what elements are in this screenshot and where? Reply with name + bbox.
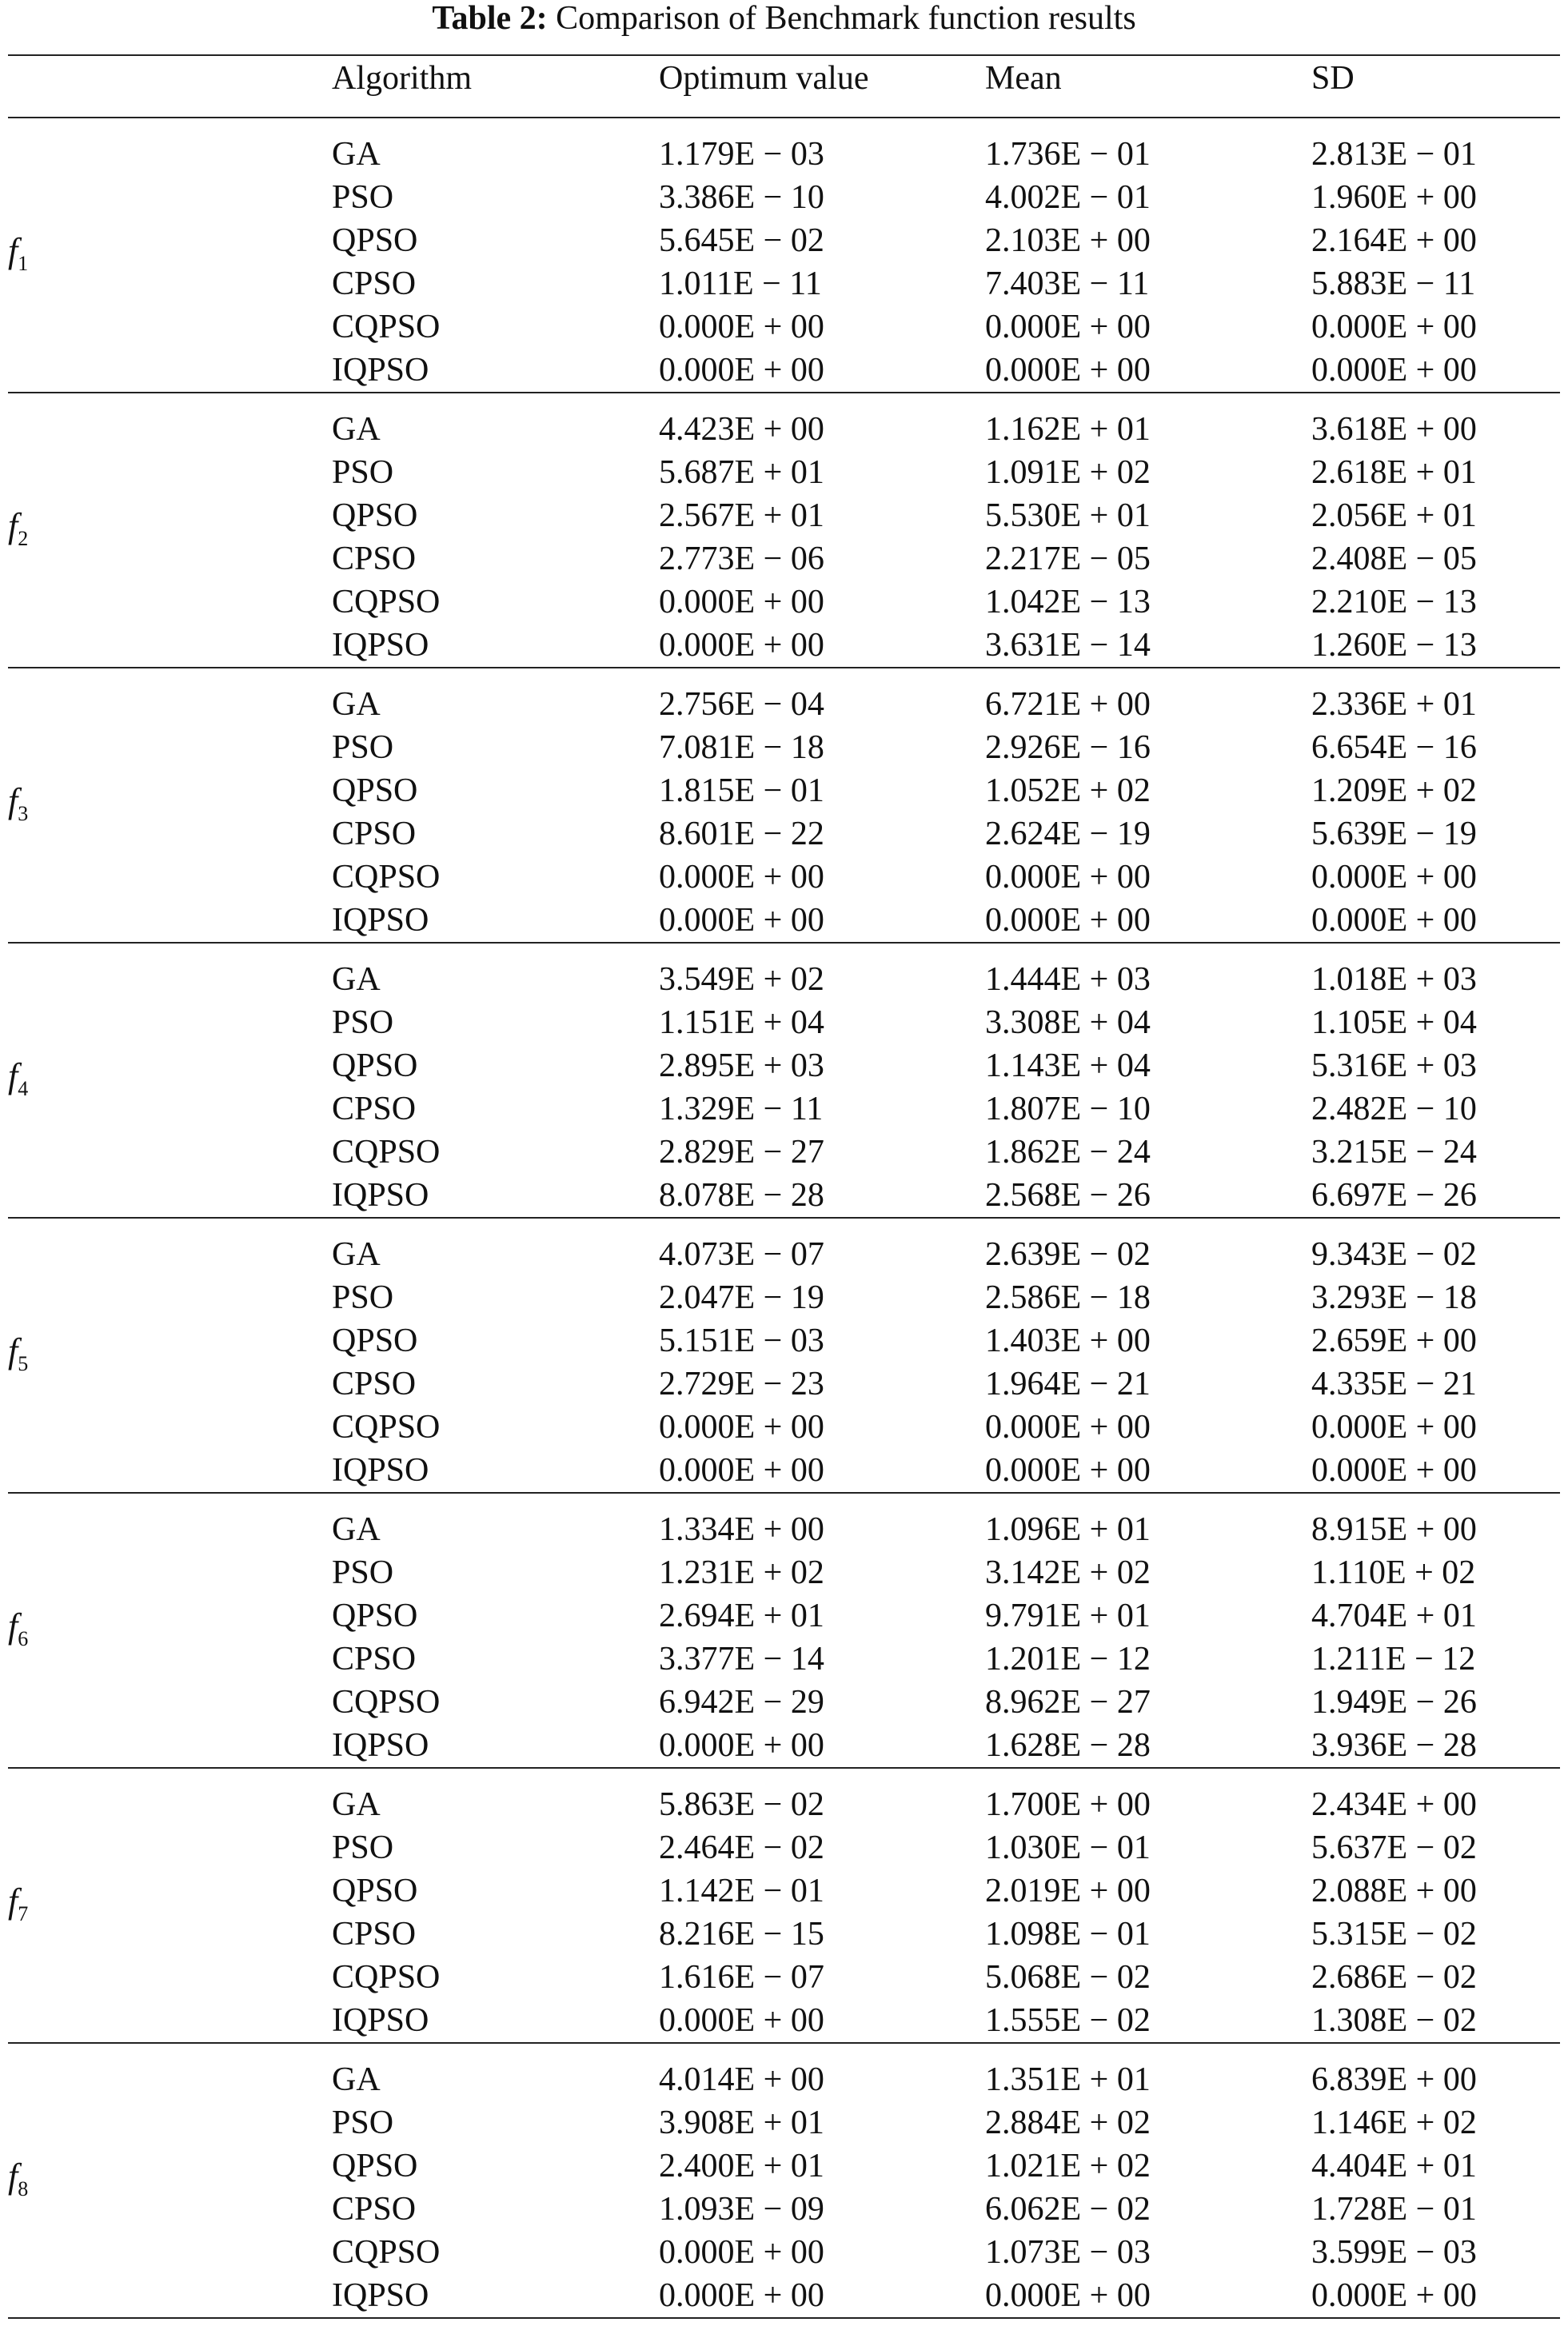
sd-cell: 4.404E + 01 (1311, 2148, 1477, 2184)
algorithm-cell: GA (332, 2061, 381, 2098)
table-row (8, 133, 1560, 176)
sd-cell: 5.315E − 02 (1311, 1916, 1477, 1953)
algorithm-cell: CQPSO (332, 1134, 441, 1171)
table-row (8, 1362, 1560, 1406)
mean-cell: 2.103E + 00 (985, 222, 1151, 259)
mean-cell: 1.444E + 03 (985, 961, 1151, 998)
function-symbol: f (8, 1881, 18, 1921)
optimum-value-cell: 2.464E − 02 (659, 1829, 824, 1866)
optimum-value-cell: 2.829E − 27 (659, 1134, 824, 1171)
algorithm-cell: GA (332, 1236, 381, 1273)
function-index: 1 (18, 251, 29, 275)
mean-cell: 2.884E + 02 (985, 2105, 1151, 2141)
mean-cell: 1.052E + 02 (985, 772, 1151, 809)
table-row (8, 1233, 1560, 1276)
algorithm-cell: IQPSO (332, 2002, 429, 2039)
table-row (8, 262, 1560, 305)
sd-cell: 2.686E − 02 (1311, 1959, 1477, 1996)
table-row (8, 451, 1560, 494)
sd-cell: 5.639E − 19 (1311, 816, 1477, 852)
algorithm-cell: CPSO (332, 1091, 417, 1127)
mean-cell: 5.068E − 02 (985, 1959, 1151, 1996)
optimum-value-cell: 1.815E − 01 (659, 772, 824, 809)
column-header-mean: Mean (985, 60, 1062, 97)
table-row (8, 1638, 1560, 1681)
table-row (8, 726, 1560, 769)
table-row (8, 176, 1560, 219)
table-row (8, 1999, 1560, 2042)
table-row (8, 2188, 1560, 2231)
sd-cell: 3.215E − 24 (1311, 1134, 1477, 1171)
function-group-rows (8, 133, 1560, 392)
table-row (8, 958, 1560, 1001)
algorithm-cell: CQPSO (332, 2234, 441, 2271)
function-symbol: f (8, 1056, 18, 1095)
mean-cell: 1.351E + 01 (985, 2061, 1151, 2098)
sd-cell: 1.960E + 00 (1311, 179, 1477, 216)
function-symbol: f (8, 1331, 18, 1370)
table-row (8, 1724, 1560, 1767)
mean-cell: 1.162E + 01 (985, 411, 1151, 448)
table-row (8, 2144, 1560, 2188)
table-row (8, 1681, 1560, 1724)
mean-cell: 7.403E − 11 (985, 265, 1150, 302)
optimum-value-cell: 6.942E − 29 (659, 1684, 824, 1721)
table-row (8, 1044, 1560, 1087)
sd-cell: 1.146E + 02 (1311, 2105, 1477, 2141)
algorithm-cell: IQPSO (332, 1177, 429, 1214)
mean-cell: 0.000E + 00 (985, 1452, 1151, 1489)
algorithm-cell: QPSO (332, 1323, 418, 1359)
algorithm-cell: IQPSO (332, 1452, 429, 1489)
function-symbol: f (8, 231, 18, 270)
sd-cell: 8.915E + 00 (1311, 1511, 1477, 1548)
mean-cell: 0.000E + 00 (985, 352, 1151, 389)
sd-cell: 0.000E + 00 (1311, 2277, 1477, 2314)
sd-cell: 1.260E − 13 (1311, 627, 1477, 664)
sd-cell: 2.813E − 01 (1311, 136, 1477, 173)
optimum-value-cell: 2.895E + 03 (659, 1047, 824, 1084)
function-group-rows (8, 958, 1560, 1217)
table-row (8, 1783, 1560, 1826)
table-row (8, 812, 1560, 856)
sd-cell: 2.336E + 01 (1311, 686, 1477, 723)
sd-cell: 4.704E + 01 (1311, 1598, 1477, 1634)
table-row (8, 1913, 1560, 1956)
mean-cell: 0.000E + 00 (985, 2277, 1151, 2314)
optimum-value-cell: 2.047E − 19 (659, 1279, 824, 1316)
sd-cell: 0.000E + 00 (1311, 309, 1477, 345)
optimum-value-cell: 3.908E + 01 (659, 2105, 824, 2141)
algorithm-cell: CPSO (332, 1916, 417, 1953)
mean-cell: 4.002E − 01 (985, 179, 1151, 216)
function-group-f7 (8, 1767, 1560, 2042)
function-group-rows (8, 683, 1560, 942)
algorithm-cell: IQPSO (332, 627, 429, 664)
sd-cell: 2.210E − 13 (1311, 584, 1477, 620)
function-index: 2 (18, 526, 29, 550)
algorithm-cell: GA (332, 686, 381, 723)
sd-cell: 2.659E + 00 (1311, 1323, 1477, 1359)
mean-cell: 0.000E + 00 (985, 859, 1151, 896)
optimum-value-cell: 1.151E + 04 (659, 1004, 824, 1041)
algorithm-cell: QPSO (332, 1873, 418, 1909)
table-row (8, 581, 1560, 624)
mean-cell: 2.926E − 16 (985, 729, 1151, 766)
algorithm-cell: PSO (332, 1279, 394, 1316)
column-header-optimum-value: Optimum value (659, 60, 869, 97)
algorithm-cell: QPSO (332, 772, 418, 809)
optimum-value-cell: 1.231E + 02 (659, 1554, 824, 1591)
algorithm-cell: IQPSO (332, 352, 429, 389)
optimum-value-cell: 0.000E + 00 (659, 2277, 824, 2314)
table-row (8, 1001, 1560, 1044)
table-row (8, 1276, 1560, 1319)
mean-cell: 3.142E + 02 (985, 1554, 1151, 1591)
mean-cell: 1.030E − 01 (985, 1829, 1151, 1866)
sd-cell: 2.618E + 01 (1311, 454, 1477, 491)
algorithm-cell: IQPSO (332, 1727, 429, 1764)
sd-cell: 4.335E − 21 (1311, 1366, 1477, 1402)
algorithm-cell: IQPSO (332, 902, 429, 939)
optimum-value-cell: 0.000E + 00 (659, 1452, 824, 1489)
optimum-value-cell: 4.073E − 07 (659, 1236, 824, 1273)
optimum-value-cell: 8.078E − 28 (659, 1177, 824, 1214)
table-row (8, 408, 1560, 451)
table-row (8, 1826, 1560, 1869)
table-caption-label: Table 2: (432, 0, 548, 37)
algorithm-cell: CPSO (332, 1641, 417, 1678)
optimum-value-cell: 2.694E + 01 (659, 1598, 824, 1634)
algorithm-cell: QPSO (332, 1047, 418, 1084)
function-index: 6 (18, 1626, 29, 1650)
results-table (8, 54, 1560, 2319)
sd-cell: 1.209E + 02 (1311, 772, 1477, 809)
algorithm-cell: PSO (332, 1004, 394, 1041)
table-row (8, 769, 1560, 812)
optimum-value-cell: 1.329E − 11 (659, 1091, 824, 1127)
table-row (8, 2274, 1560, 2317)
function-group-f2 (8, 392, 1560, 667)
optimum-value-cell: 8.601E − 22 (659, 816, 824, 852)
optimum-value-cell: 2.400E + 01 (659, 2148, 824, 2184)
mean-cell: 6.721E + 00 (985, 686, 1151, 723)
optimum-value-cell: 5.151E − 03 (659, 1323, 824, 1359)
table-row (8, 219, 1560, 262)
optimum-value-cell: 5.645E − 02 (659, 222, 824, 259)
column-header-algorithm: Algorithm (332, 60, 472, 97)
mean-cell: 1.042E − 13 (985, 584, 1151, 620)
mean-cell: 1.201E − 12 (985, 1641, 1151, 1678)
sd-cell: 3.618E + 00 (1311, 411, 1477, 448)
table-row (8, 856, 1560, 899)
mean-cell: 8.962E − 27 (985, 1684, 1151, 1721)
mean-cell: 1.096E + 01 (985, 1511, 1151, 1548)
sd-cell: 1.949E − 26 (1311, 1684, 1477, 1721)
algorithm-cell: CQPSO (332, 584, 441, 620)
table-row (8, 1869, 1560, 1913)
function-group-rows (8, 1783, 1560, 2042)
function-symbol: f (8, 1606, 18, 1646)
sd-cell: 1.105E + 04 (1311, 1004, 1477, 1041)
algorithm-cell: GA (332, 1511, 381, 1548)
function-group-rows (8, 2058, 1560, 2317)
optimum-value-cell: 1.093E − 09 (659, 2191, 824, 2228)
sd-cell: 2.088E + 00 (1311, 1873, 1477, 1909)
sd-cell: 0.000E + 00 (1311, 1409, 1477, 1446)
mean-cell: 1.091E + 02 (985, 454, 1151, 491)
function-group-rows (8, 1233, 1560, 1492)
optimum-value-cell: 1.142E − 01 (659, 1873, 824, 1909)
sd-cell: 5.883E − 11 (1311, 265, 1476, 302)
mean-cell: 1.736E − 01 (985, 136, 1151, 173)
sd-cell: 1.211E − 12 (1311, 1641, 1476, 1678)
optimum-value-cell: 0.000E + 00 (659, 1727, 824, 1764)
mean-cell: 0.000E + 00 (985, 902, 1151, 939)
table-row (8, 349, 1560, 392)
table-row (8, 1508, 1560, 1551)
mean-cell: 6.062E − 02 (985, 2191, 1151, 2228)
sd-cell: 5.637E − 02 (1311, 1829, 1477, 1866)
table-row (8, 683, 1560, 726)
function-group-f4 (8, 942, 1560, 1217)
algorithm-cell: PSO (332, 2105, 394, 2141)
algorithm-cell: CQPSO (332, 1959, 441, 1996)
sd-cell: 1.018E + 03 (1311, 961, 1477, 998)
function-group-rows (8, 408, 1560, 667)
table-bottom-rule (8, 2317, 1560, 2319)
table-row (8, 1087, 1560, 1131)
sd-cell: 1.110E + 02 (1311, 1554, 1476, 1591)
optimum-value-cell: 3.549E + 02 (659, 961, 824, 998)
sd-cell: 3.936E − 28 (1311, 1727, 1477, 1764)
table-row (8, 494, 1560, 537)
mean-cell: 2.639E − 02 (985, 1236, 1151, 1273)
function-index: 7 (18, 1901, 29, 1925)
optimum-value-cell: 0.000E + 00 (659, 584, 824, 620)
mean-cell: 1.807E − 10 (985, 1091, 1151, 1127)
optimum-value-cell: 0.000E + 00 (659, 1409, 824, 1446)
optimum-value-cell: 1.616E − 07 (659, 1959, 824, 1996)
table-row (8, 899, 1560, 942)
table-row (8, 2058, 1560, 2101)
algorithm-cell: GA (332, 1786, 381, 1823)
algorithm-cell: QPSO (332, 2148, 418, 2184)
optimum-value-cell: 5.863E − 02 (659, 1786, 824, 1823)
mean-cell: 1.098E − 01 (985, 1916, 1151, 1953)
mean-cell: 1.700E + 00 (985, 1786, 1151, 1823)
mean-cell: 1.073E − 03 (985, 2234, 1151, 2271)
algorithm-cell: IQPSO (332, 2277, 429, 2314)
table-caption (0, 0, 1568, 40)
mean-cell: 2.217E − 05 (985, 541, 1151, 577)
table-row (8, 1551, 1560, 1594)
sd-cell: 2.056E + 01 (1311, 497, 1477, 534)
sd-cell: 6.697E − 26 (1311, 1177, 1477, 1214)
column-header-sd: SD (1311, 60, 1355, 97)
table-row (8, 2231, 1560, 2274)
optimum-value-cell: 0.000E + 00 (659, 627, 824, 664)
algorithm-cell: CPSO (332, 2191, 417, 2228)
algorithm-cell: GA (332, 961, 381, 998)
algorithm-cell: CPSO (332, 541, 417, 577)
table-row (8, 1406, 1560, 1449)
sd-cell: 9.343E − 02 (1311, 1236, 1477, 1273)
function-index: 3 (18, 801, 29, 825)
algorithm-cell: PSO (332, 729, 394, 766)
optimum-value-cell: 2.756E − 04 (659, 686, 824, 723)
function-group-f6 (8, 1492, 1560, 1767)
sd-cell: 2.408E − 05 (1311, 541, 1477, 577)
optimum-value-cell: 4.423E + 00 (659, 411, 824, 448)
optimum-value-cell: 0.000E + 00 (659, 902, 824, 939)
sd-cell: 1.308E − 02 (1311, 2002, 1477, 2039)
function-index: 8 (18, 2176, 29, 2200)
mean-cell: 2.586E − 18 (985, 1279, 1151, 1316)
algorithm-cell: PSO (332, 1554, 394, 1591)
algorithm-cell: CPSO (332, 1366, 417, 1402)
function-symbol: f (8, 506, 18, 545)
optimum-value-cell: 5.687E + 01 (659, 454, 824, 491)
table-row (8, 624, 1560, 667)
mean-cell: 1.403E + 00 (985, 1323, 1151, 1359)
mean-cell: 2.624E − 19 (985, 816, 1151, 852)
table-row (8, 1319, 1560, 1362)
optimum-value-cell: 2.729E − 23 (659, 1366, 824, 1402)
mean-cell: 1.555E − 02 (985, 2002, 1151, 2039)
function-index: 5 (18, 1351, 29, 1375)
algorithm-cell: QPSO (332, 1598, 418, 1634)
algorithm-cell: PSO (332, 1829, 394, 1866)
sd-cell: 3.293E − 18 (1311, 1279, 1477, 1316)
optimum-value-cell: 0.000E + 00 (659, 309, 824, 345)
sd-cell: 3.599E − 03 (1311, 2234, 1477, 2271)
table-row (8, 1594, 1560, 1638)
mean-cell: 2.568E − 26 (985, 1177, 1151, 1214)
table-header-row (8, 56, 1560, 117)
sd-cell: 0.000E + 00 (1311, 1452, 1477, 1489)
function-group-f1 (8, 117, 1560, 392)
sd-cell: 2.482E − 10 (1311, 1091, 1477, 1127)
table-row (8, 305, 1560, 349)
sd-cell: 6.839E + 00 (1311, 2061, 1477, 2098)
table-row (8, 1449, 1560, 1492)
optimum-value-cell: 1.334E + 00 (659, 1511, 824, 1548)
mean-cell: 0.000E + 00 (985, 309, 1151, 345)
algorithm-cell: CQPSO (332, 309, 441, 345)
mean-cell: 1.862E − 24 (985, 1134, 1151, 1171)
sd-cell: 2.164E + 00 (1311, 222, 1477, 259)
function-group-f8 (8, 2042, 1560, 2317)
optimum-value-cell: 2.567E + 01 (659, 497, 824, 534)
table-row (8, 537, 1560, 581)
function-group-f3 (8, 667, 1560, 942)
sd-cell: 0.000E + 00 (1311, 352, 1477, 389)
mean-cell: 3.308E + 04 (985, 1004, 1151, 1041)
optimum-value-cell: 0.000E + 00 (659, 2002, 824, 2039)
algorithm-cell: QPSO (332, 222, 418, 259)
sd-cell: 0.000E + 00 (1311, 859, 1477, 896)
mean-cell: 0.000E + 00 (985, 1409, 1151, 1446)
function-symbol: f (8, 2156, 18, 2196)
mean-cell: 5.530E + 01 (985, 497, 1151, 534)
optimum-value-cell: 1.179E − 03 (659, 136, 824, 173)
algorithm-cell: PSO (332, 179, 394, 216)
algorithm-cell: CQPSO (332, 1684, 441, 1721)
sd-cell: 6.654E − 16 (1311, 729, 1477, 766)
algorithm-cell: GA (332, 411, 381, 448)
mean-cell: 1.021E + 02 (985, 2148, 1151, 2184)
optimum-value-cell: 8.216E − 15 (659, 1916, 824, 1953)
algorithm-cell: CPSO (332, 265, 417, 302)
table-row (8, 1174, 1560, 1217)
algorithm-cell: PSO (332, 454, 394, 491)
function-group-rows (8, 1508, 1560, 1767)
algorithm-cell: CPSO (332, 816, 417, 852)
table-row (8, 1131, 1560, 1174)
table-row (8, 2101, 1560, 2144)
sd-cell: 1.728E − 01 (1311, 2191, 1477, 2228)
algorithm-cell: CQPSO (332, 859, 441, 896)
function-index: 4 (18, 1076, 29, 1100)
optimum-value-cell: 0.000E + 00 (659, 2234, 824, 2271)
optimum-value-cell: 3.386E − 10 (659, 179, 824, 216)
optimum-value-cell: 0.000E + 00 (659, 859, 824, 896)
function-group-f5 (8, 1217, 1560, 1492)
mean-cell: 1.964E − 21 (985, 1366, 1151, 1402)
mean-cell: 3.631E − 14 (985, 627, 1151, 664)
algorithm-cell: CQPSO (332, 1409, 441, 1446)
mean-cell: 1.143E + 04 (985, 1047, 1151, 1084)
optimum-value-cell: 4.014E + 00 (659, 2061, 824, 2098)
optimum-value-cell: 3.377E − 14 (659, 1641, 824, 1678)
sd-cell: 5.316E + 03 (1311, 1047, 1477, 1084)
table-body (8, 117, 1560, 2317)
sd-cell: 0.000E + 00 (1311, 902, 1477, 939)
optimum-value-cell: 2.773E − 06 (659, 541, 824, 577)
optimum-value-cell: 1.011E − 11 (659, 265, 822, 302)
sd-cell: 2.434E + 00 (1311, 1786, 1477, 1823)
algorithm-cell: GA (332, 136, 381, 173)
mean-cell: 9.791E + 01 (985, 1598, 1151, 1634)
algorithm-cell: QPSO (332, 497, 418, 534)
function-symbol: f (8, 781, 18, 820)
table-row (8, 1956, 1560, 1999)
optimum-value-cell: 7.081E − 18 (659, 729, 824, 766)
mean-cell: 2.019E + 00 (985, 1873, 1151, 1909)
mean-cell: 1.628E − 28 (985, 1727, 1151, 1764)
table-caption-title: Comparison of Benchmark function results (556, 0, 1136, 37)
optimum-value-cell: 0.000E + 00 (659, 352, 824, 389)
